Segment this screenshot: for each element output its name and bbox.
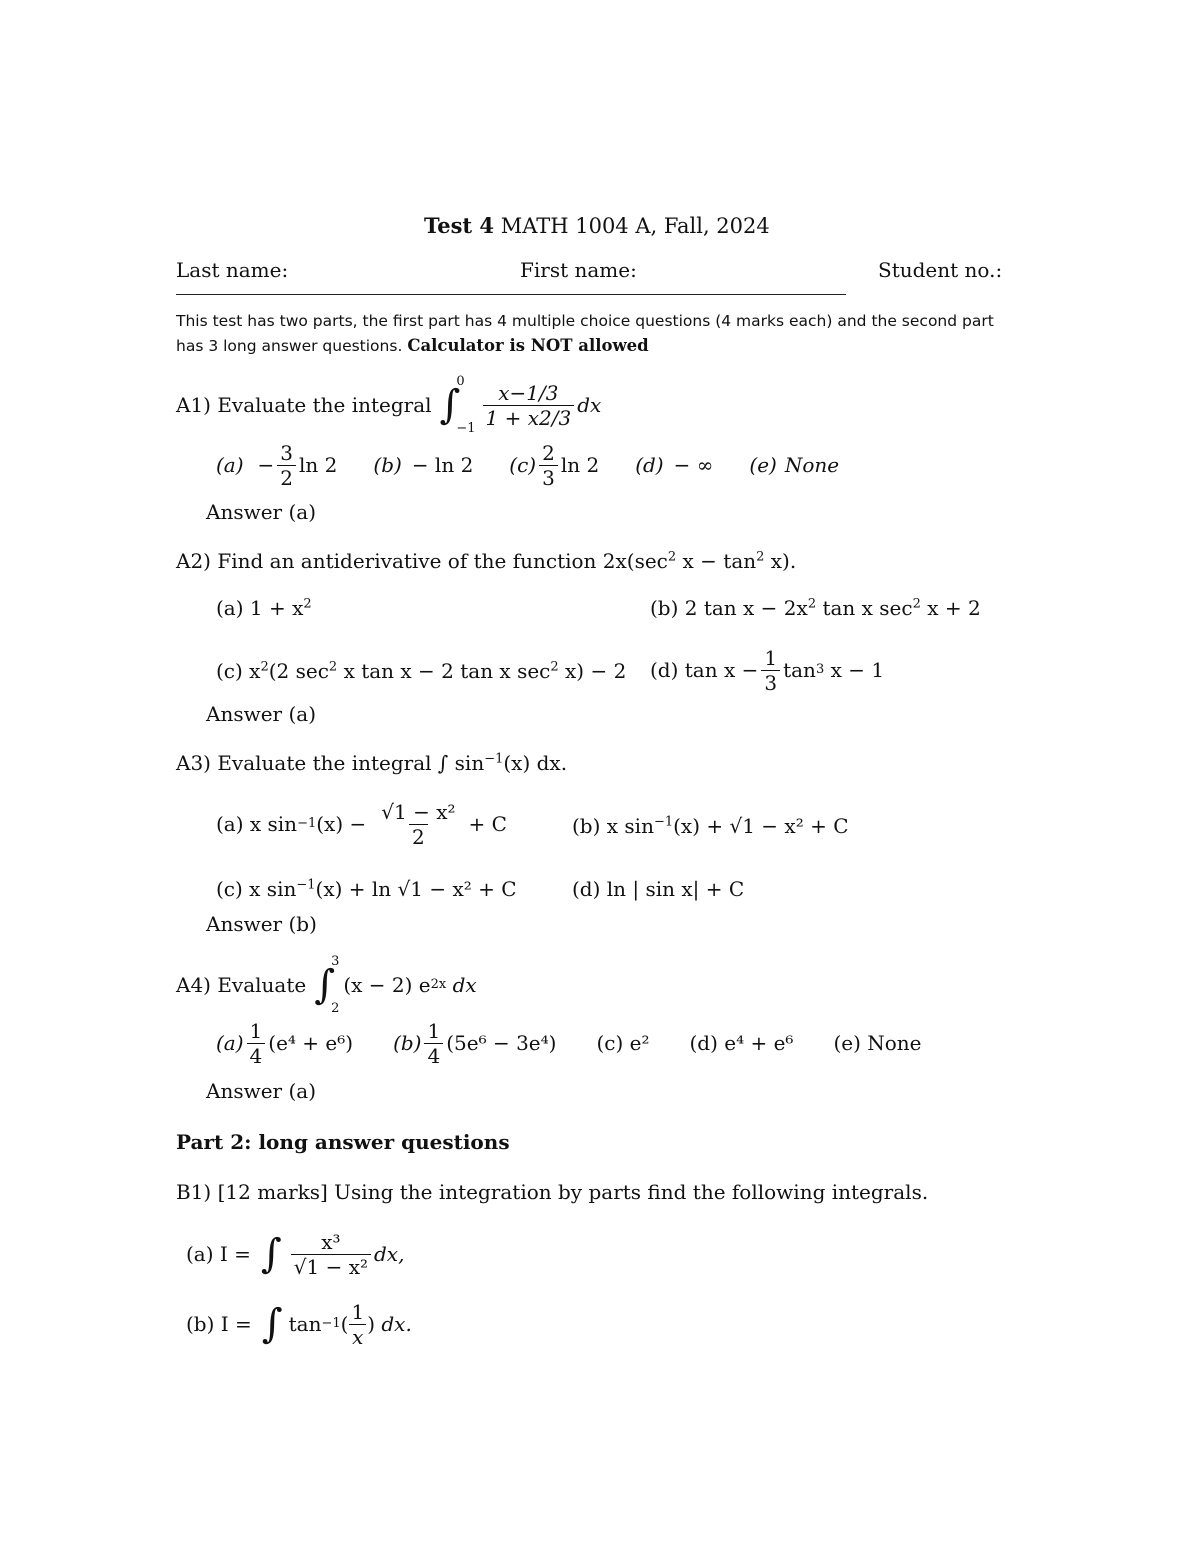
page-title xyxy=(424,213,770,238)
name-divider xyxy=(176,294,846,295)
a2-option-d-fraction xyxy=(761,647,780,694)
a3-option-b-end: (x) + √1 − x² + C xyxy=(673,814,849,838)
a4-options xyxy=(216,1018,922,1068)
a1-integrand xyxy=(483,382,575,429)
a4-limits xyxy=(331,954,339,1016)
a1-option-a-fraction xyxy=(277,442,296,489)
a1-answer: Answer (a) xyxy=(206,500,316,524)
b1-b-num: 1 xyxy=(351,1299,365,1324)
question-a1 xyxy=(176,370,601,440)
a2-option-d-tan: tan xyxy=(783,658,816,682)
a4-integrand: (x − 2) e xyxy=(343,973,431,997)
a4-option-d: (d) e⁴ + e⁶ xyxy=(689,1031,794,1055)
a2-option-a-text: (a) 1 + x xyxy=(216,596,304,620)
a4-option-b-label: (b) xyxy=(393,1031,422,1055)
a2-option-a: (a) $1 + x^2$ xyxy=(216,596,312,620)
a4-answer: Answer (a) xyxy=(206,1079,316,1103)
b1-b-end: dx. xyxy=(381,1312,412,1336)
a1-option-c-tail: ln 2 xyxy=(560,453,600,477)
last-name-label: Last name: xyxy=(176,258,289,282)
integral-icon: ∫ xyxy=(314,962,336,1008)
a1-limits xyxy=(456,374,475,436)
a2-option-b-end: x + 2 xyxy=(927,596,981,620)
a1-numerator: x−1/3 xyxy=(498,380,559,405)
a2-option-d-end: x − 1 xyxy=(830,658,885,682)
calculator-notice: Calculator is NOT allowed xyxy=(407,336,649,355)
b1-b-func: tan xyxy=(288,1312,322,1336)
a2-option-b: (b) 2 $\tan x - 2x^2$ tan x $\sec^2 x + 2$ xyxy=(650,596,981,620)
a2-option-d-text: (d) tan x − xyxy=(650,658,759,682)
a3-option-b-text: (b) x sin xyxy=(572,814,654,838)
question-a2: A2) Find an antiderivative of the function $2x(\sec^2$ $x - \tan^2 x$). xyxy=(176,549,797,573)
a1-denominator: 1 + x2/3 xyxy=(483,405,575,429)
a4-dx: dx xyxy=(452,973,477,997)
a3-option-c: (c) x $\sin^{-1}(x) + \ln √1 - x^2 + C$ xyxy=(216,877,517,901)
a4-option-a-num: 1 xyxy=(249,1018,263,1043)
a3-answer: Answer (b) xyxy=(206,912,317,936)
a3-option-a-num: √1 − x² xyxy=(381,799,456,824)
intro-line-2 xyxy=(176,336,649,355)
a3-option-a: (a) x sin −1 (x) − $\frac{\text{√1 − x²}}{2}$ + C xyxy=(216,799,507,849)
a1-option-c-label: (c) xyxy=(509,453,537,477)
a1-lower-limit: −1 xyxy=(456,421,476,436)
intro-line-1: This test has two parts, the first part has 4 multiple choice questions (4 marks each) and the second part xyxy=(176,312,994,330)
a4-option-a-end: (e⁴ + e⁶) xyxy=(268,1031,354,1055)
a4-option-b-end: (5e⁶ − 3e⁴) xyxy=(446,1031,557,1055)
intro-text: has 3 long answer questions. xyxy=(176,337,403,355)
a2-label-mid: x − tan xyxy=(682,549,757,573)
a4-option-b-fraction xyxy=(424,1020,443,1067)
a4-option-b-den: 4 xyxy=(424,1043,443,1067)
b1-a-num: x³ xyxy=(321,1229,341,1254)
a3-option-a-text: (a) x sin xyxy=(216,812,298,836)
a3-option-c-end: (x) + ln √1 − x² + C xyxy=(315,877,517,901)
a1-option-a-label: (a) xyxy=(216,453,244,477)
b1-a-fraction xyxy=(291,1231,371,1278)
question-b1: B1) [12 marks] Using the integration by parts find the following integrals. xyxy=(176,1180,929,1204)
a4-option-b-num: 1 xyxy=(427,1018,441,1043)
integral-icon: ∫ xyxy=(260,1231,282,1277)
a1-option-c-den: 3 xyxy=(539,465,558,489)
a2-option-c-text: (c) x xyxy=(216,659,261,683)
a3-option-a-fraction xyxy=(378,801,458,848)
a2-option-c-mid: (2 sec xyxy=(268,659,329,683)
a2-option-c-mid2: x tan x − 2 tan x sec xyxy=(343,659,551,683)
a4-lower-limit: 2 xyxy=(331,1001,340,1016)
a2-option-d: (d) tan x − $\frac{1}{3}$ tan 3 x − 1 xyxy=(650,645,885,695)
a1-option-e: None xyxy=(784,453,840,477)
a1-options xyxy=(216,440,839,490)
a1-upper-limit: 0 xyxy=(456,374,465,389)
a4-upper-limit: 3 xyxy=(331,954,340,969)
title-bold: Test 4 xyxy=(424,213,495,238)
a2-label: A2) Find an antiderivative of the function 2x(sec xyxy=(176,549,668,573)
a4-label: A4) Evaluate xyxy=(176,973,307,997)
a3-option-b: (b) x $\sin^{-1}(x) + √1 - x^2 + C$ xyxy=(572,814,849,838)
a2-option-d-den: 3 xyxy=(761,670,780,694)
a4-option-c: (c) e² xyxy=(596,1031,650,1055)
a4-option-a-label: (a) xyxy=(216,1031,244,1055)
a2-label-end: x). xyxy=(770,549,797,573)
b1-a-label: (a) I = xyxy=(186,1242,251,1266)
b1-a-end: dx, xyxy=(374,1242,405,1266)
a1-option-c-num: 2 xyxy=(542,440,555,465)
question-a4: A4) Evaluate ∫ 3 2 (x − 2) e 2x dx xyxy=(176,954,477,1016)
a1-label: A1) Evaluate the integral xyxy=(176,393,432,417)
b1-part-a xyxy=(186,1222,404,1286)
a3-label-end: (x) dx. xyxy=(503,751,568,775)
a1-option-a-tail: ln 2 xyxy=(299,453,338,477)
a3-option-c-text: (c) x sin xyxy=(216,877,297,901)
b1-b-den: x xyxy=(349,1324,366,1348)
title-rest: MATH 1004 A, Fall, 2024 xyxy=(494,214,770,238)
a3-option-a-den: 2 xyxy=(409,824,428,848)
first-name-label: First name: xyxy=(520,258,637,282)
a1-option-b: − ln 2 xyxy=(411,453,474,477)
a1-option-b-label: (b) xyxy=(373,453,402,477)
b1-b-label: (b) I = xyxy=(186,1312,252,1336)
b1-part-b: (b) I = ∫ tan −1 ( $\frac{1}{x}$ ) dx. xyxy=(186,1299,412,1349)
part2-heading: Part 2: long answer questions xyxy=(176,1130,510,1154)
a1-option-d: − ∞ xyxy=(673,453,714,477)
a1-option-a-den: 2 xyxy=(277,465,296,489)
a4-option-e: (e) None xyxy=(833,1031,922,1055)
a1-option-c-fraction xyxy=(539,442,558,489)
a1-option-d-label: (d) xyxy=(635,453,664,477)
integral-icon: ∫ xyxy=(439,382,461,428)
question-a3: A3) Evaluate the integral ∫ $\sin^{-1}(x)$ dx. xyxy=(176,751,568,775)
a1-option-e-label: (e) xyxy=(749,453,777,477)
a3-label: A3) Evaluate the integral ∫ sin xyxy=(176,751,485,775)
a3-option-a-end: + C xyxy=(468,812,507,836)
a1-option-a-sign: − xyxy=(257,453,275,477)
a1-dx: dx xyxy=(577,393,602,417)
a1-option-a-num: 3 xyxy=(280,440,294,465)
a2-option-c: (c) $x^2(2$ $\sec^2 x$ tan x − 2 tan x $\sec^2 x) - 2$ xyxy=(216,659,627,683)
a4-option-a-den: 4 xyxy=(247,1043,266,1067)
a2-option-b-mid: tan x sec xyxy=(822,596,913,620)
integral-icon: ∫ xyxy=(261,1301,283,1347)
a2-option-d-num: 1 xyxy=(764,645,778,670)
a3-option-d: (d) ln | sin x| + C xyxy=(572,877,745,901)
b1-b-fraction xyxy=(348,1301,367,1348)
a2-option-b-text: (b) 2 tan x − 2x xyxy=(650,596,808,620)
a2-option-c-end: x) − 2 xyxy=(565,659,627,683)
a2-answer: Answer (a) xyxy=(206,702,316,726)
b1-a-den: √1 − x² xyxy=(291,1254,371,1278)
a4-option-a-fraction xyxy=(247,1020,266,1067)
student-no-label: Student no.: xyxy=(878,258,1003,282)
a3-option-a-mid: (x) − xyxy=(316,812,367,836)
